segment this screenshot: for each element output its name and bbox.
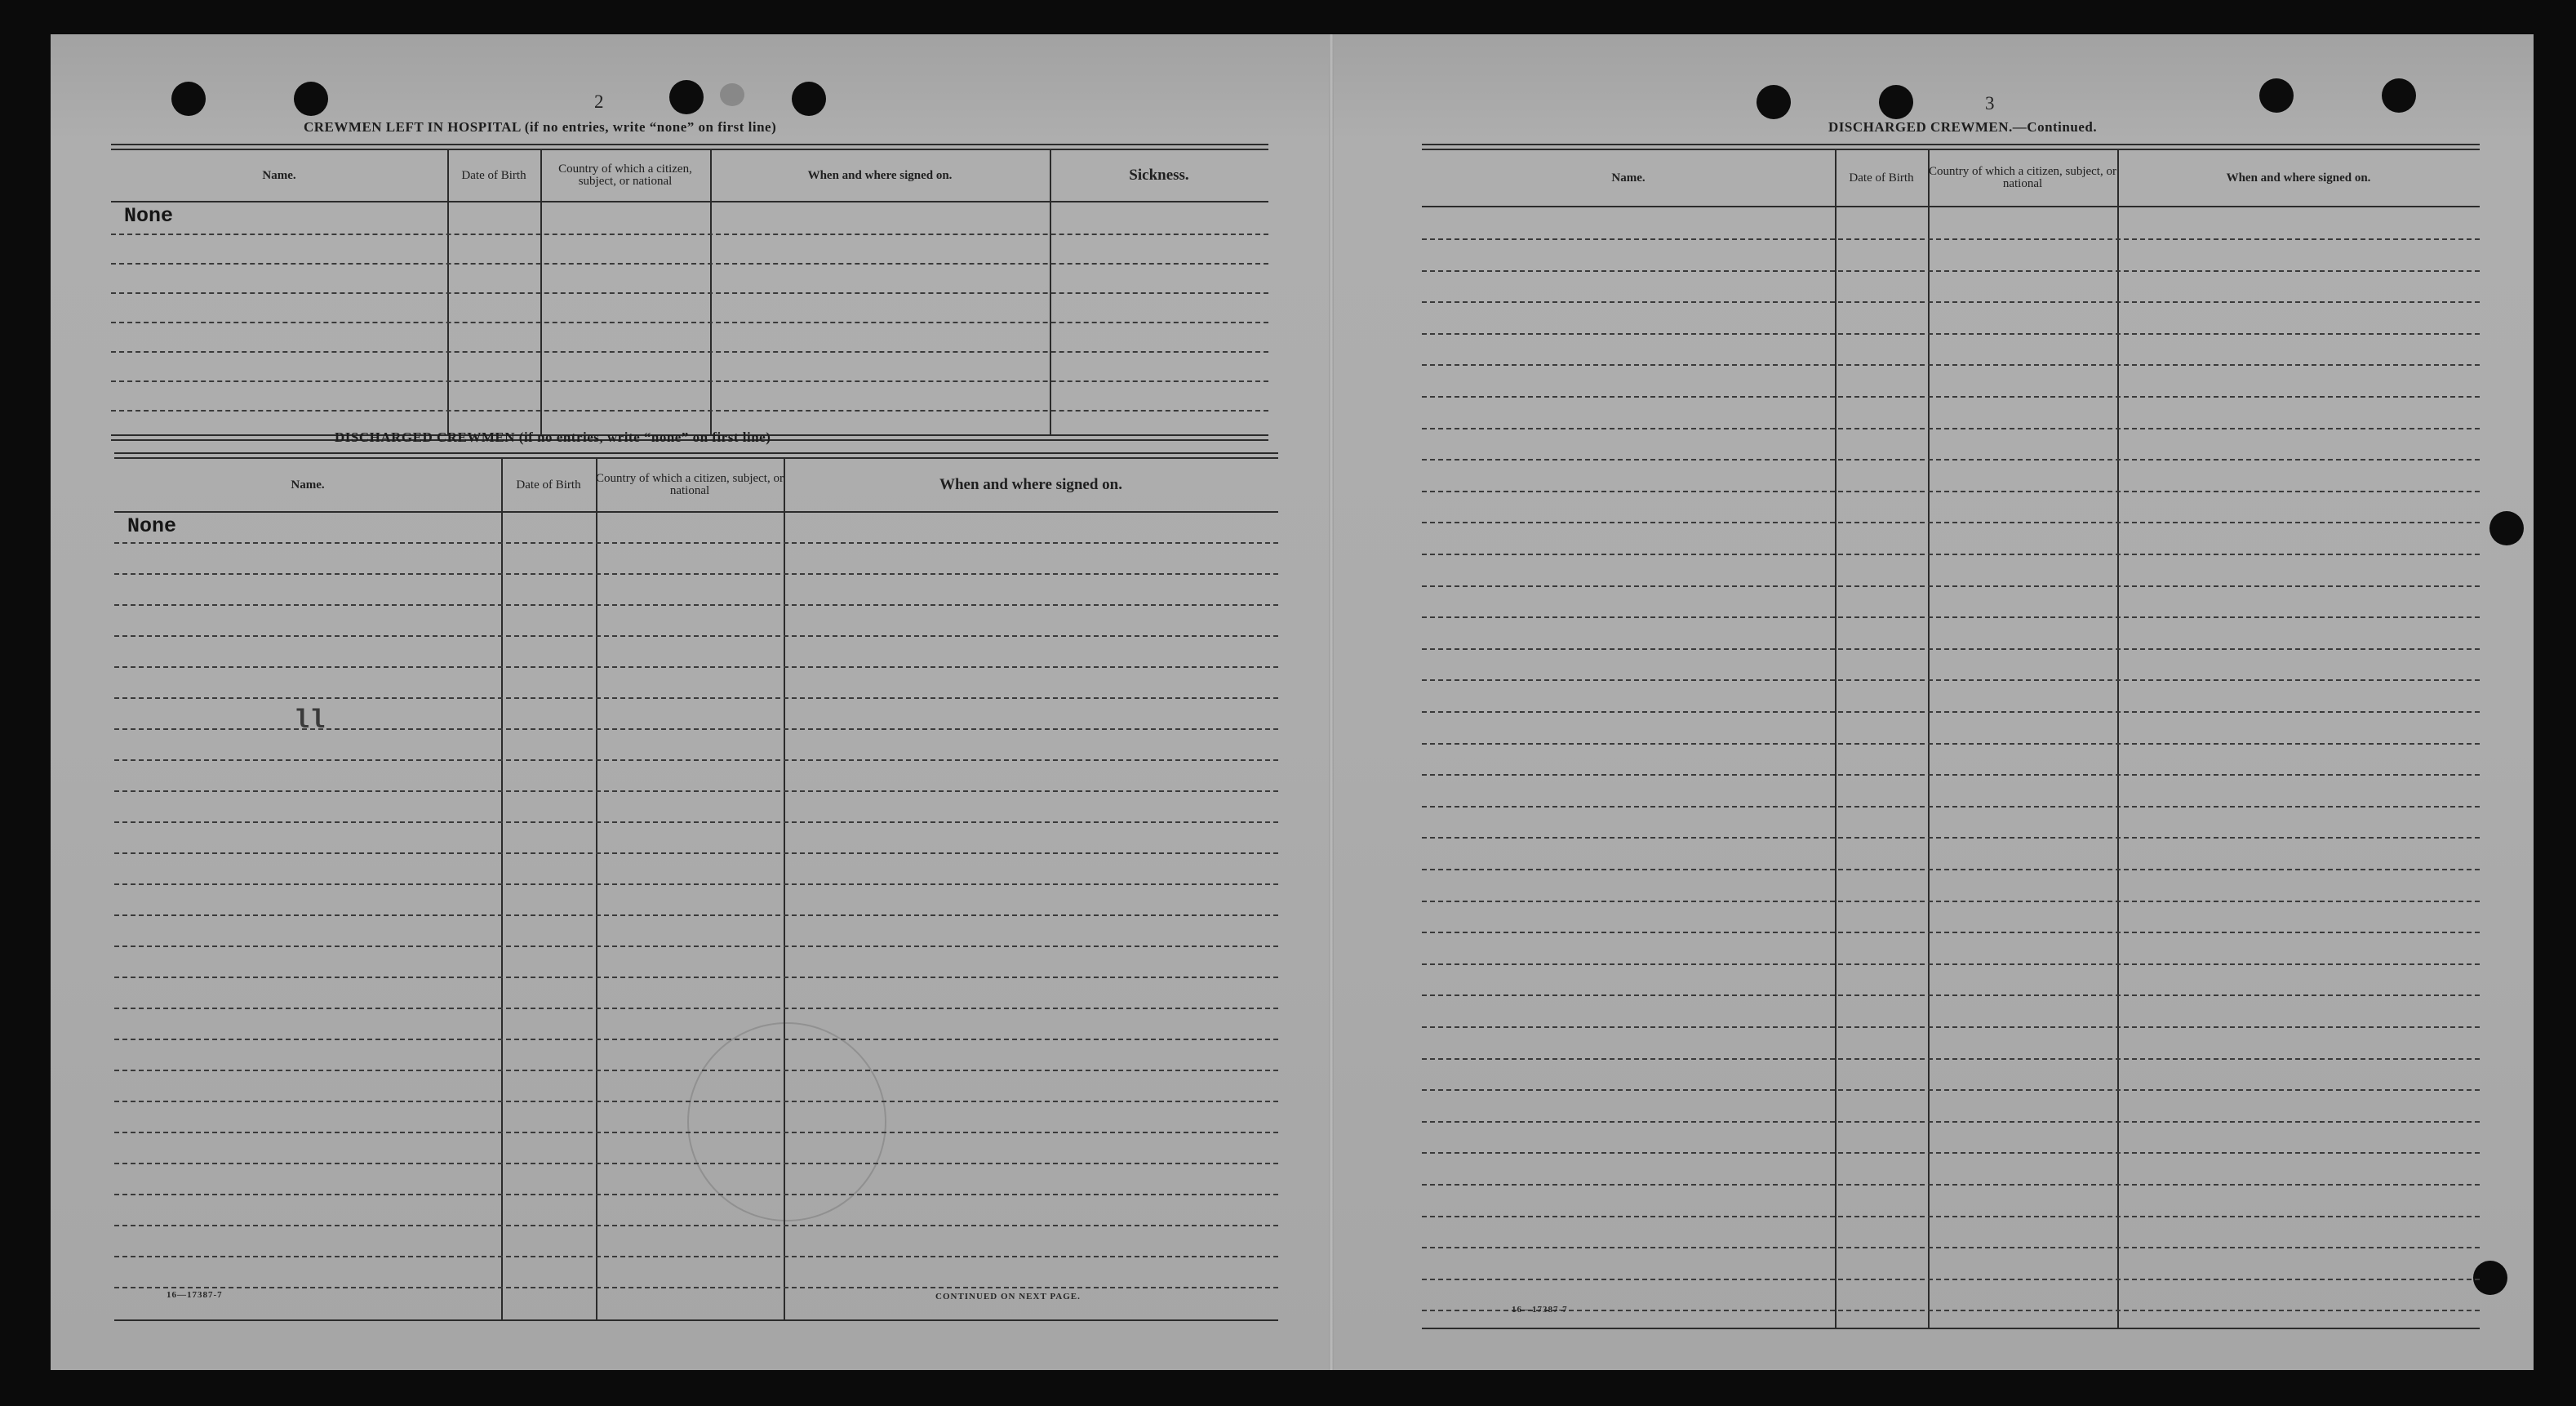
ruled-line xyxy=(114,1225,1278,1226)
col-header-country: Country of which a citizen, subject, or national xyxy=(596,472,784,497)
ruled-line xyxy=(1422,932,2480,933)
col-header-dob: Date of Birth xyxy=(461,168,526,182)
col-header-name: Name. xyxy=(291,478,325,492)
ruled-line xyxy=(1422,1121,2480,1123)
ditto-mark: ll xyxy=(294,705,326,736)
ruled-line xyxy=(1422,774,2480,776)
ruled-line xyxy=(1422,459,2480,461)
ruled-line xyxy=(114,759,1278,761)
punch-hole xyxy=(171,82,206,116)
ruled-line xyxy=(114,1008,1278,1009)
col-header-dob: Date of Birth xyxy=(516,478,581,492)
ruled-line xyxy=(1422,869,2480,870)
ruled-line xyxy=(1422,428,2480,429)
punch-hole xyxy=(1757,85,1791,119)
col-header-country: Country of which a citizen, subject, or national xyxy=(558,162,692,188)
ruled-line xyxy=(114,1101,1278,1102)
ruled-line xyxy=(1422,743,2480,745)
punch-hole xyxy=(2259,78,2294,113)
ruled-line xyxy=(1422,1089,2480,1091)
col-header-signed-on: When and where signed on. xyxy=(939,476,1122,493)
form-number-left: 16—17387-7 xyxy=(167,1290,223,1300)
ruled-line xyxy=(114,977,1278,978)
col-header-signed-on: When and where signed on. xyxy=(807,169,953,182)
ruled-line xyxy=(1422,837,2480,839)
ruled-line xyxy=(114,914,1278,916)
ruled-line xyxy=(114,883,1278,885)
ruled-line xyxy=(1422,963,2480,965)
ruled-line xyxy=(1422,396,2480,398)
ruled-line xyxy=(114,852,1278,854)
col-header-signed-on: When and where signed on. xyxy=(2226,171,2371,185)
ruled-line xyxy=(1422,806,2480,808)
ruled-line xyxy=(1422,554,2480,555)
ruled-line xyxy=(114,666,1278,668)
discharged-continued-title: DISCHARGED CREWMEN.—Continued. xyxy=(1828,119,2098,135)
ruled-line xyxy=(1422,522,2480,523)
ruled-line xyxy=(1422,1216,2480,1217)
punch-hole xyxy=(2489,511,2524,545)
ruled-line xyxy=(1422,679,2480,681)
ruled-line xyxy=(114,604,1278,606)
ruled-line xyxy=(1422,585,2480,587)
page-number-left: 2 xyxy=(594,91,604,112)
ruled-line xyxy=(1422,1184,2480,1186)
col-header-dob: Date of Birth xyxy=(1849,171,1914,185)
ruled-line xyxy=(1422,1026,2480,1028)
ruled-line xyxy=(114,1163,1278,1164)
ruled-line xyxy=(1422,1058,2480,1060)
ruled-line xyxy=(114,1070,1278,1071)
ruled-line xyxy=(1422,1152,2480,1154)
ruled-line xyxy=(114,542,1278,544)
continued-note: CONTINUED ON NEXT PAGE. xyxy=(935,1292,1081,1301)
col-header-sickness: Sickness. xyxy=(1129,167,1189,184)
discharged-table xyxy=(114,452,1278,1326)
document-sheet xyxy=(51,34,2534,1370)
discharged-section-title: DISCHARGED CREWMEN (if no entries, write “none” on first line) xyxy=(335,429,771,445)
ruled-line xyxy=(114,1256,1278,1257)
punch-hole xyxy=(669,80,704,114)
ruled-line xyxy=(114,1039,1278,1040)
punch-hole xyxy=(294,82,328,116)
ruled-line xyxy=(1422,1279,2480,1280)
ruled-line xyxy=(1422,364,2480,366)
ruled-line xyxy=(114,821,1278,823)
col-header-name: Name. xyxy=(262,169,296,182)
ruled-line xyxy=(1422,1310,2480,1311)
hospital-section-title: CREWMEN LEFT IN HOSPITAL (if no entries, write “none” on first line) xyxy=(304,119,777,135)
ruled-line xyxy=(114,697,1278,699)
ruled-line xyxy=(1422,901,2480,902)
ruled-line xyxy=(114,1287,1278,1288)
page-fold xyxy=(1329,34,1334,1370)
ruled-line xyxy=(114,945,1278,947)
ruled-line xyxy=(1422,1247,2480,1248)
hospital-entry-none: None xyxy=(124,204,174,228)
ruled-line xyxy=(1422,238,2480,240)
discharged-entry-none: None xyxy=(127,514,177,538)
ruled-line xyxy=(1422,491,2480,492)
ink-smudge xyxy=(720,83,744,106)
col-header-country: Country of which a citizen, subject, or national xyxy=(1929,165,2116,190)
form-number-right: 16—17387-7 xyxy=(1512,1305,1568,1315)
ruled-line xyxy=(1422,616,2480,618)
ruled-line xyxy=(114,635,1278,637)
col-header-name: Name. xyxy=(1611,171,1646,185)
hospital-table xyxy=(111,144,1268,441)
ruled-line xyxy=(114,728,1278,730)
ruled-line xyxy=(114,573,1278,575)
ruled-line xyxy=(114,1132,1278,1133)
page-number-right: 3 xyxy=(1985,93,1995,113)
punch-hole xyxy=(2382,78,2416,113)
ruled-line xyxy=(1422,711,2480,713)
ruled-line xyxy=(1422,301,2480,303)
ruled-line xyxy=(1422,270,2480,272)
discharged-continued-table xyxy=(1422,144,2480,1333)
ruled-line xyxy=(1422,994,2480,996)
punch-hole xyxy=(792,82,826,116)
punch-hole xyxy=(1879,85,1913,119)
ruled-line xyxy=(114,790,1278,792)
ruled-line xyxy=(114,1194,1278,1195)
ruled-line xyxy=(1422,648,2480,650)
ruled-line xyxy=(1422,333,2480,335)
